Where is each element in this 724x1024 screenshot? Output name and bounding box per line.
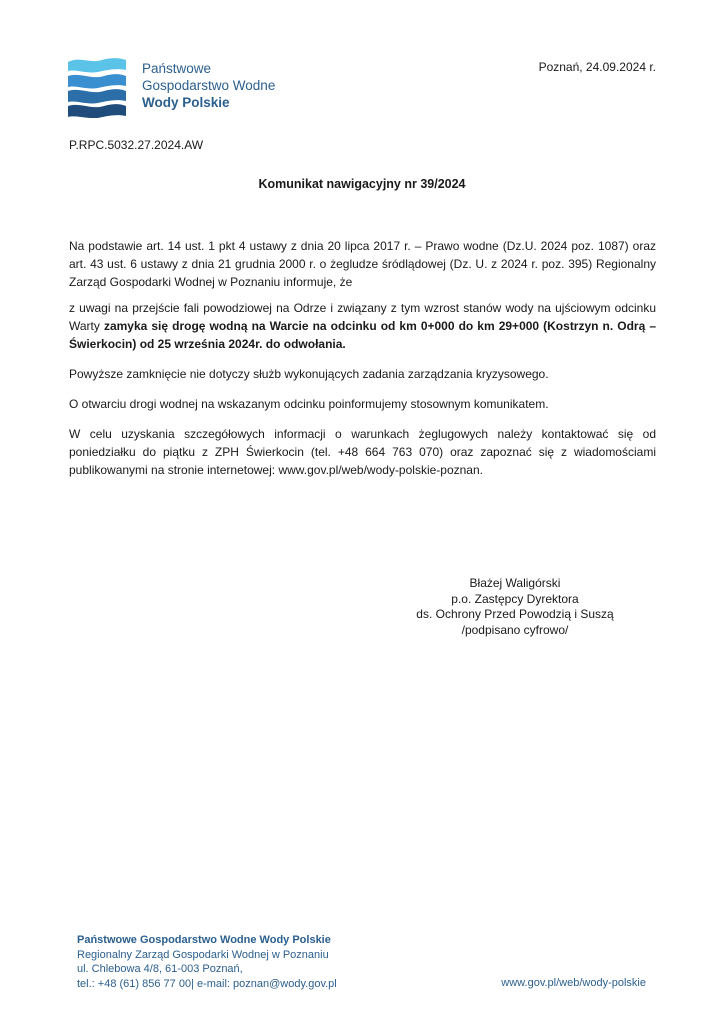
logo-line-3: Wody Polskie [142, 95, 230, 110]
document-title: Komunikat nawigacyjny nr 39/2024 [258, 177, 466, 191]
logo-wordmark [142, 60, 275, 111]
signatory-department: ds. Ochrony Przed Powodzią i Suszą [416, 607, 614, 621]
document-body [69, 237, 656, 491]
closure-bold-text: zamyka się drogę wodną na Warcie na odcinku od km 0+000 do km 29+000 (Kostrzyn n. Odrą – Świerkocin) od 25 września 2024r. do odwołania. [69, 319, 657, 351]
paragraph-contact-info: W celu uzyskania szczegółowych informacji o warunkach żeglugowych należy kontaktować się od poniedziałku do piątku z ZPH Świerkocin (tel. +48 664 763 070) oraz zapoznać się z wiadomościami publikowanymi na stronie internetowej: www.gov.pl/web/wody-polskie-poznan. [69, 427, 656, 477]
footer-address [77, 933, 337, 991]
footer-unit: Regionalny Zarząd Gospodarki Wodnej w Poznaniu [77, 948, 329, 961]
footer-street: ul. Chlebowa 4/8, 61-003 Poznań, [77, 963, 243, 975]
closure-intro-text: z uwagi na przejście fali powodziowej na Odrze i związany z tym wzrost stanów wody na ujściowym odcinku Warty [69, 301, 656, 333]
paragraph-legal-basis: Na podstawie art. 14 ust. 1 pkt 4 ustawy z dnia 20 lipca 2017 r. – Prawo wodne (Dz.U. 2024 poz. 1087) oraz art. 43 ust. 6 ustawy z dnia 21 grudnia 2000 r. o żegludze śródlądowej (Dz. U. z 2024 r. poz. 395) Regionalny Zarząd Gospodarki Wodnej w Poznaniu informuje, że [69, 239, 656, 289]
organization-logo [66, 56, 296, 122]
signatory-role: p.o. Zastępcy Dyrektora [451, 591, 579, 606]
paragraph-exemption: Powyższe zamknięcie nie dotyczy służb wykonujących zadania zarządzania kryzysowego. [69, 367, 549, 381]
logo-line-2: Gospodarstwo Wodne [142, 78, 276, 93]
footer-contact: tel.: +48 (61) 856 77 00| e-mail: poznan@wody.gov.pl [77, 977, 337, 990]
place-date: Poznań, 24.09.2024 r. [538, 60, 656, 74]
signature-block [380, 576, 650, 638]
paragraph-closure [69, 299, 656, 353]
logo-line-1: Państwowe [142, 61, 212, 76]
waves-logo-icon [66, 56, 128, 118]
footer-organization: Państwowe Gospodarstwo Wodne Wody Polskie [77, 934, 331, 946]
paragraph-reopening: O otwarciu drogi wodnej na wskazanym odcinku poinformujemy stosownym komunikatem. [69, 397, 549, 411]
digital-signature-note: /podpisano cyfrowo/ [461, 622, 569, 637]
signatory-name: Błażej Waligórski [469, 576, 561, 590]
reference-number: P.RPC.5032.27.2024.AW [69, 138, 204, 152]
footer-website-link[interactable]: www.gov.pl/web/wody-polskie [501, 977, 646, 989]
